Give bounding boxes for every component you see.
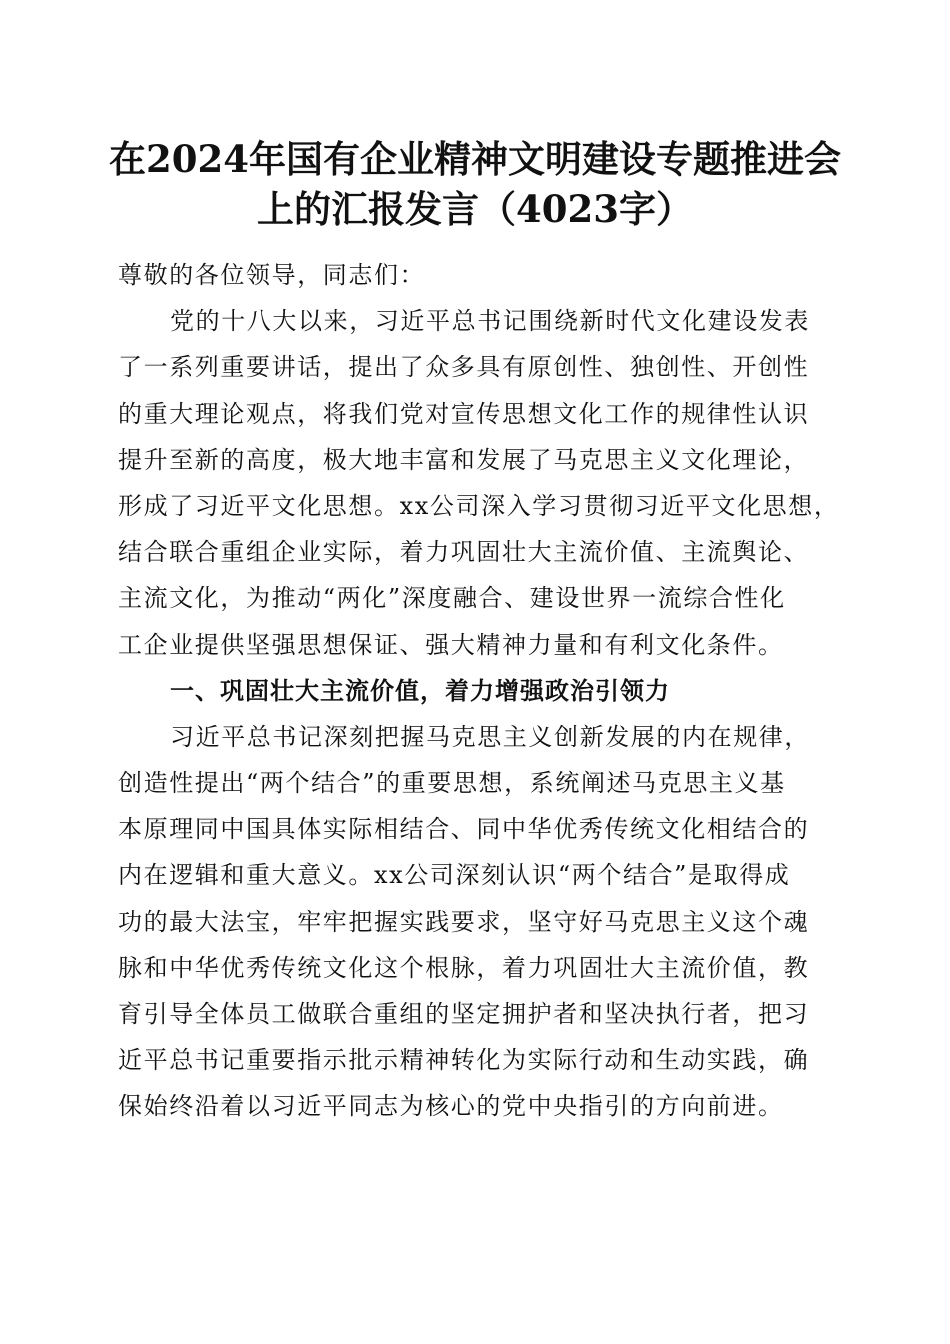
- document-body: [118, 252, 840, 1130]
- paragraph-1: [118, 298, 840, 668]
- paragraph-line: 结合联合重组企业实际，着力巩固壮大主流价值、主流舆论、: [118, 538, 810, 567]
- paragraph-line: 本原理同中国具体实际相结合、同中华优秀传统文化相结合的: [118, 815, 810, 844]
- paragraph-line: 功的最大法宝，牢牢把握实践要求，坚守好马克思主义这个魂: [118, 907, 810, 936]
- paragraph-line: 了一系列重要讲话，提出了众多具有原创性、独创性、开创性: [118, 353, 810, 382]
- paragraph-line: 的重大理论观点，将我们党对宣传思想文化工作的规律性认识: [118, 399, 810, 428]
- paragraph-line: 工企业提供坚强思想保证、强大精神力量和有利文化条件。: [118, 630, 784, 659]
- paragraph-line: 保始终沿着以习近平同志为核心的党中央指引的方向前进。: [118, 1092, 784, 1121]
- paragraph-line: 习近平总书记深刻把握马克思主义创新发展的内在规律，: [170, 722, 810, 751]
- paragraph-line: 提升至新的高度，极大地丰富和发展了马克思主义文化理论，: [118, 445, 810, 474]
- paragraph-line: 形成了习近平文化思想。xx公司深入学习贯彻习近平文化思想，: [118, 491, 840, 520]
- paragraph-line: 近平总书记重要指示批示精神转化为实际行动和生动实践，确: [118, 1046, 810, 1075]
- paragraph-line: 脉和中华优秀传统文化这个根脉，着力巩固壮大主流价值，教: [118, 953, 810, 982]
- paragraph-line: 内在逻辑和重大意义。xx公司深刻认识“两个结合”是取得成: [118, 861, 791, 890]
- title-line-2: 上的汇报发言（4023字）: [257, 187, 693, 231]
- paragraph-line: 党的十八大以来，习近平总书记围绕新时代文化建设发表: [170, 307, 810, 336]
- paragraph-2: [118, 714, 833, 1130]
- section-heading-1: 一、巩固壮大主流价值，着力增强政治引领力: [170, 676, 670, 705]
- salutation: 尊敬的各位领导，同志们：: [118, 261, 426, 289]
- paragraph-line: 创造性提出“两个结合”的重要思想，系统阐述马克思主义基: [118, 769, 786, 798]
- paragraph-line: 主流文化，为推动“两化”深度融合、建设世界一流综合性化: [118, 584, 786, 613]
- title-line-1: 在2024年国有企业精神文明建设专题推进会: [109, 137, 841, 181]
- document-title: [100, 134, 850, 234]
- paragraph-line: 育引导全体员工做联合重组的坚定拥护者和坚决执行者，把习: [118, 1000, 810, 1028]
